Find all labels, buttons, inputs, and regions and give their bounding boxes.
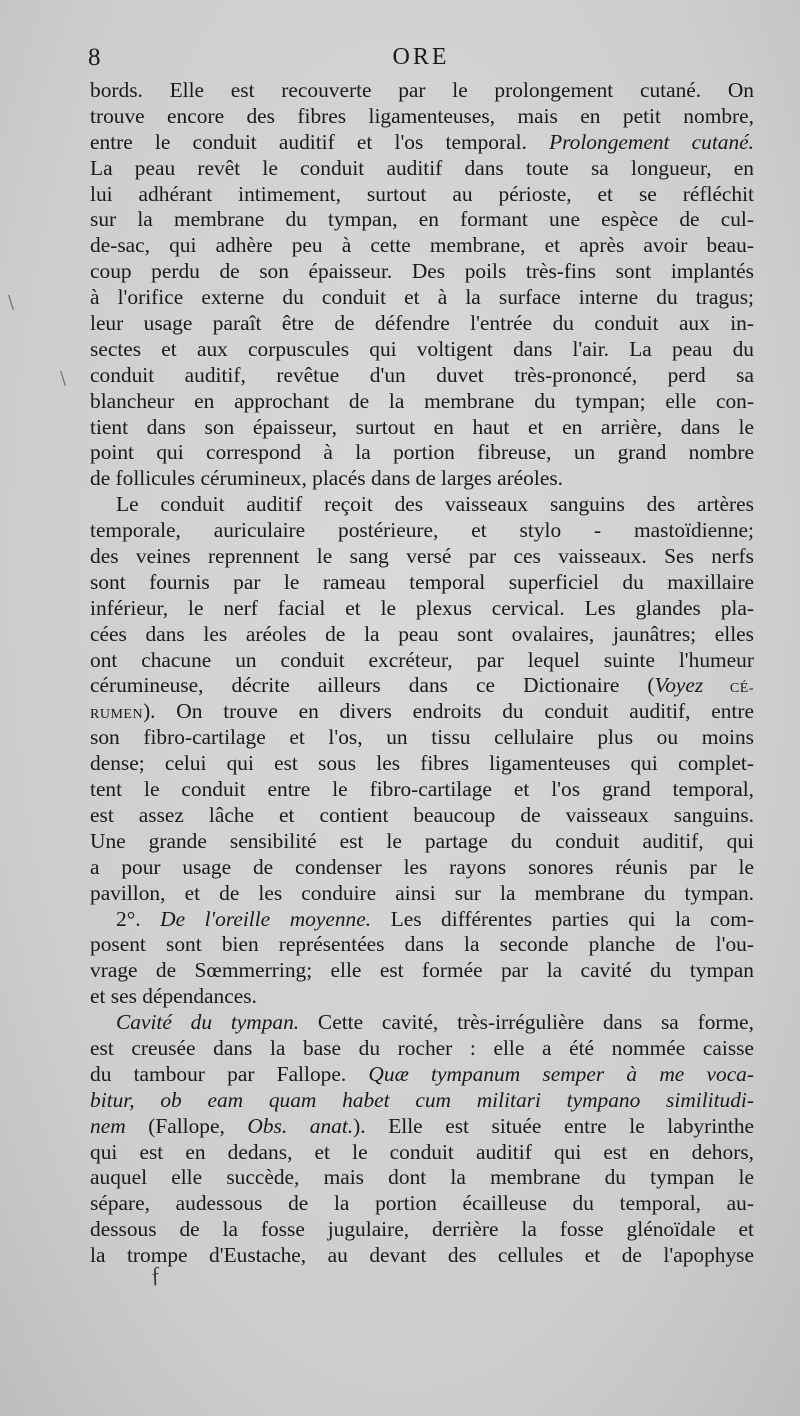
line-text: temporale, auriculaire postérieure, et stylo - mastoïdienne;: [90, 518, 754, 543]
italic-text: nem: [90, 1113, 126, 1138]
text-line: [90, 1114, 754, 1140]
text-line: [90, 855, 754, 881]
running-head: [88, 44, 754, 80]
line-text: tent le conduit entre le fibro-cartilage et l'os grand temporal,: [90, 777, 754, 802]
line-text: 2°.: [116, 906, 161, 931]
text-line: [90, 1165, 754, 1191]
text-line: [90, 622, 754, 648]
line-text: (Fallope,: [125, 1113, 248, 1138]
line-text: dessous de la fosse jugulaire, derrière la fosse glénoïdale et: [90, 1217, 754, 1242]
text-line: [90, 207, 754, 233]
text-line: [90, 699, 754, 725]
text-line: [90, 648, 754, 674]
text-line: [90, 907, 754, 933]
text-line: [90, 829, 754, 855]
text-line: [90, 104, 754, 130]
text-line: [90, 777, 754, 803]
text-line: [90, 285, 754, 311]
text-line: [90, 518, 754, 544]
line-text: est assez lâche et contient beaucoup de vaisseaux sanguins.: [90, 802, 754, 827]
text-line: [90, 130, 754, 156]
text-line: [90, 1140, 754, 1166]
text-line: [90, 596, 754, 622]
text-line: [90, 156, 754, 182]
line-text: point qui correspond à la portion fibreuse, un grand nombre: [90, 440, 754, 465]
italic-text: bitur,: [90, 1087, 161, 1112]
italic-text: Obs. anat.: [247, 1113, 354, 1138]
text-line: [90, 881, 754, 907]
line-text: a pour usage de condenser les rayons sonores réunis par le: [90, 854, 754, 879]
line-text: est creusée dans la base du rocher : elle a été nommée caisse: [90, 1035, 754, 1060]
text-line: [90, 1243, 754, 1269]
line-text: auquel elle succède, mais dont la membrane du tympan le: [90, 1165, 754, 1190]
line-text: sépare, audessous de la portion écailleuse du temporal, au-: [90, 1191, 754, 1216]
line-text: des veines reprennent le sang versé par ces vaisseaux. Ses nerfs: [90, 544, 754, 569]
text-line: [90, 1036, 754, 1062]
line-text: la trompe d'Eustache, au devant des cellules et de l'apophyse: [90, 1243, 754, 1268]
line-text: Cette cavité, très-irrégulière dans sa forme,: [299, 1010, 754, 1035]
line-text: blancheur en approchant de la membrane du tympan; elle con-: [90, 388, 754, 413]
line-text: de-sac, qui adhère peu à cette membrane, et après avoir beau-: [90, 233, 754, 258]
text-line: [90, 803, 754, 829]
line-text: tient dans son épaisseur, surtout en haut et en arrière, dans le: [90, 414, 754, 439]
line-text: Les différentes parties qui la com-: [371, 906, 754, 931]
margin-mark: \: [8, 292, 15, 313]
text-line: [90, 725, 754, 751]
line-text: bords. Elle est recouverte par le prolongement cutané. On: [90, 78, 754, 102]
line-text: cérumineuse, décrite ailleurs dans ce Dictionaire (: [90, 673, 655, 698]
small-caps-text: CÉ-: [703, 681, 754, 697]
line-text: de follicules cérumineux, placés dans de larges aréoles.: [90, 466, 563, 491]
line-text: son fibro-cartilage et l'os, un tissu cellulaire plus ou moins: [90, 725, 754, 750]
line-text: La peau revêt le conduit auditif dans toute sa longueur, en: [90, 155, 754, 180]
small-caps-text: RUMEN: [90, 707, 144, 723]
text-line: [90, 492, 754, 518]
italic-text: Prolongement cutané.: [549, 129, 754, 154]
text-line: [90, 389, 754, 415]
line-text: Le conduit auditif reçoit des vaisseaux sanguins des artères: [116, 492, 754, 517]
line-text: entre le conduit auditif et l'os temporal.: [90, 129, 550, 154]
line-text: Une grande sensibilité est le partage du conduit auditif, qui: [90, 828, 754, 853]
text-line: [90, 78, 754, 104]
text-line: [90, 363, 754, 389]
text-line: [90, 311, 754, 337]
text-line: [90, 466, 754, 492]
line-text: du tambour par Fallope.: [90, 1061, 369, 1086]
line-text: inférieur, le nerf facial et le plexus cervical. Les glandes pla-: [90, 595, 754, 620]
line-text: sectes et aux corpuscules qui voltigent dans l'air. La peau du: [90, 336, 754, 361]
line-text: sur la membrane du tympan, en formant une espèce de cul-: [90, 207, 754, 232]
italic-text: Cavité du tympan.: [116, 1010, 300, 1035]
italic-text: De l'oreille moyenne.: [160, 906, 372, 931]
text-line: [90, 1191, 754, 1217]
text-line: [90, 1088, 754, 1114]
text-line: [90, 440, 754, 466]
text-line: [90, 259, 754, 285]
text-line: [90, 415, 754, 441]
line-text: qui est en dedans, et le conduit auditif qui est en dehors,: [90, 1139, 754, 1164]
line-text: coup perdu de son épaisseur. Des poils très-fins sont implantés: [90, 259, 754, 284]
line-text: leur usage paraît être de défendre l'entrée du conduit aux in-: [90, 311, 754, 336]
ink-mark: ƒ: [147, 1261, 164, 1288]
page-number: 8: [88, 44, 101, 71]
line-text: posent sont bien représentées dans la seconde planche de l'ou-: [90, 932, 754, 957]
italic-text: Quæ tympanum semper à me voca-: [368, 1061, 754, 1086]
line-text: dense; celui qui est sous les fibres ligamenteuses qui complet-: [90, 751, 754, 776]
text-line: [90, 570, 754, 596]
text-line: [90, 233, 754, 259]
text-line: [90, 337, 754, 363]
line-text: et ses dépendances.: [90, 984, 257, 1009]
text-line: [90, 1062, 754, 1088]
italic-text: Voyez: [654, 673, 704, 698]
line-text: lui adhérant intimement, surtout au périoste, et se réfléchit: [90, 181, 754, 206]
text-line: [90, 1010, 754, 1036]
line-text: ont chacune un conduit excréteur, par lequel suinte l'humeur: [90, 647, 754, 672]
line-text: cées dans les aréoles de la peau sont ovalaires, jaunâtres; elles: [90, 621, 754, 646]
line-text: ). On trouve en divers endroits du conduit auditif, entre: [143, 699, 754, 724]
text-line: [90, 958, 754, 984]
line-text: sont fournis par le rameau temporal superficiel du maxillaire: [90, 569, 754, 594]
italic-text: ob eam quam habet cum militari tympano similitudi-: [160, 1087, 754, 1112]
text-line: [90, 1217, 754, 1243]
line-text: vrage de Sœmmerring; elle est formée par la cavité du tympan: [90, 958, 754, 983]
body-text: [90, 78, 754, 1269]
text-line: [90, 984, 754, 1010]
header-title: ORE: [392, 44, 450, 70]
line-text: pavillon, et de les conduire ainsi sur la membrane du tympan.: [90, 880, 754, 905]
text-line: [90, 544, 754, 570]
text-line: [90, 932, 754, 958]
line-text: conduit auditif, revêtue d'un duvet très-prononcé, perd sa: [90, 362, 754, 387]
margin-mark: \: [60, 368, 67, 389]
text-line: [90, 182, 754, 208]
line-text: trouve encore des fibres ligamenteuses, mais en petit nombre,: [90, 103, 754, 128]
text-line: [90, 751, 754, 777]
line-text: ). Elle est située entre le labyrinthe: [353, 1113, 754, 1138]
line-text: à l'orifice externe du conduit et à la surface interne du tragus;: [90, 285, 754, 310]
text-line: [90, 673, 754, 699]
